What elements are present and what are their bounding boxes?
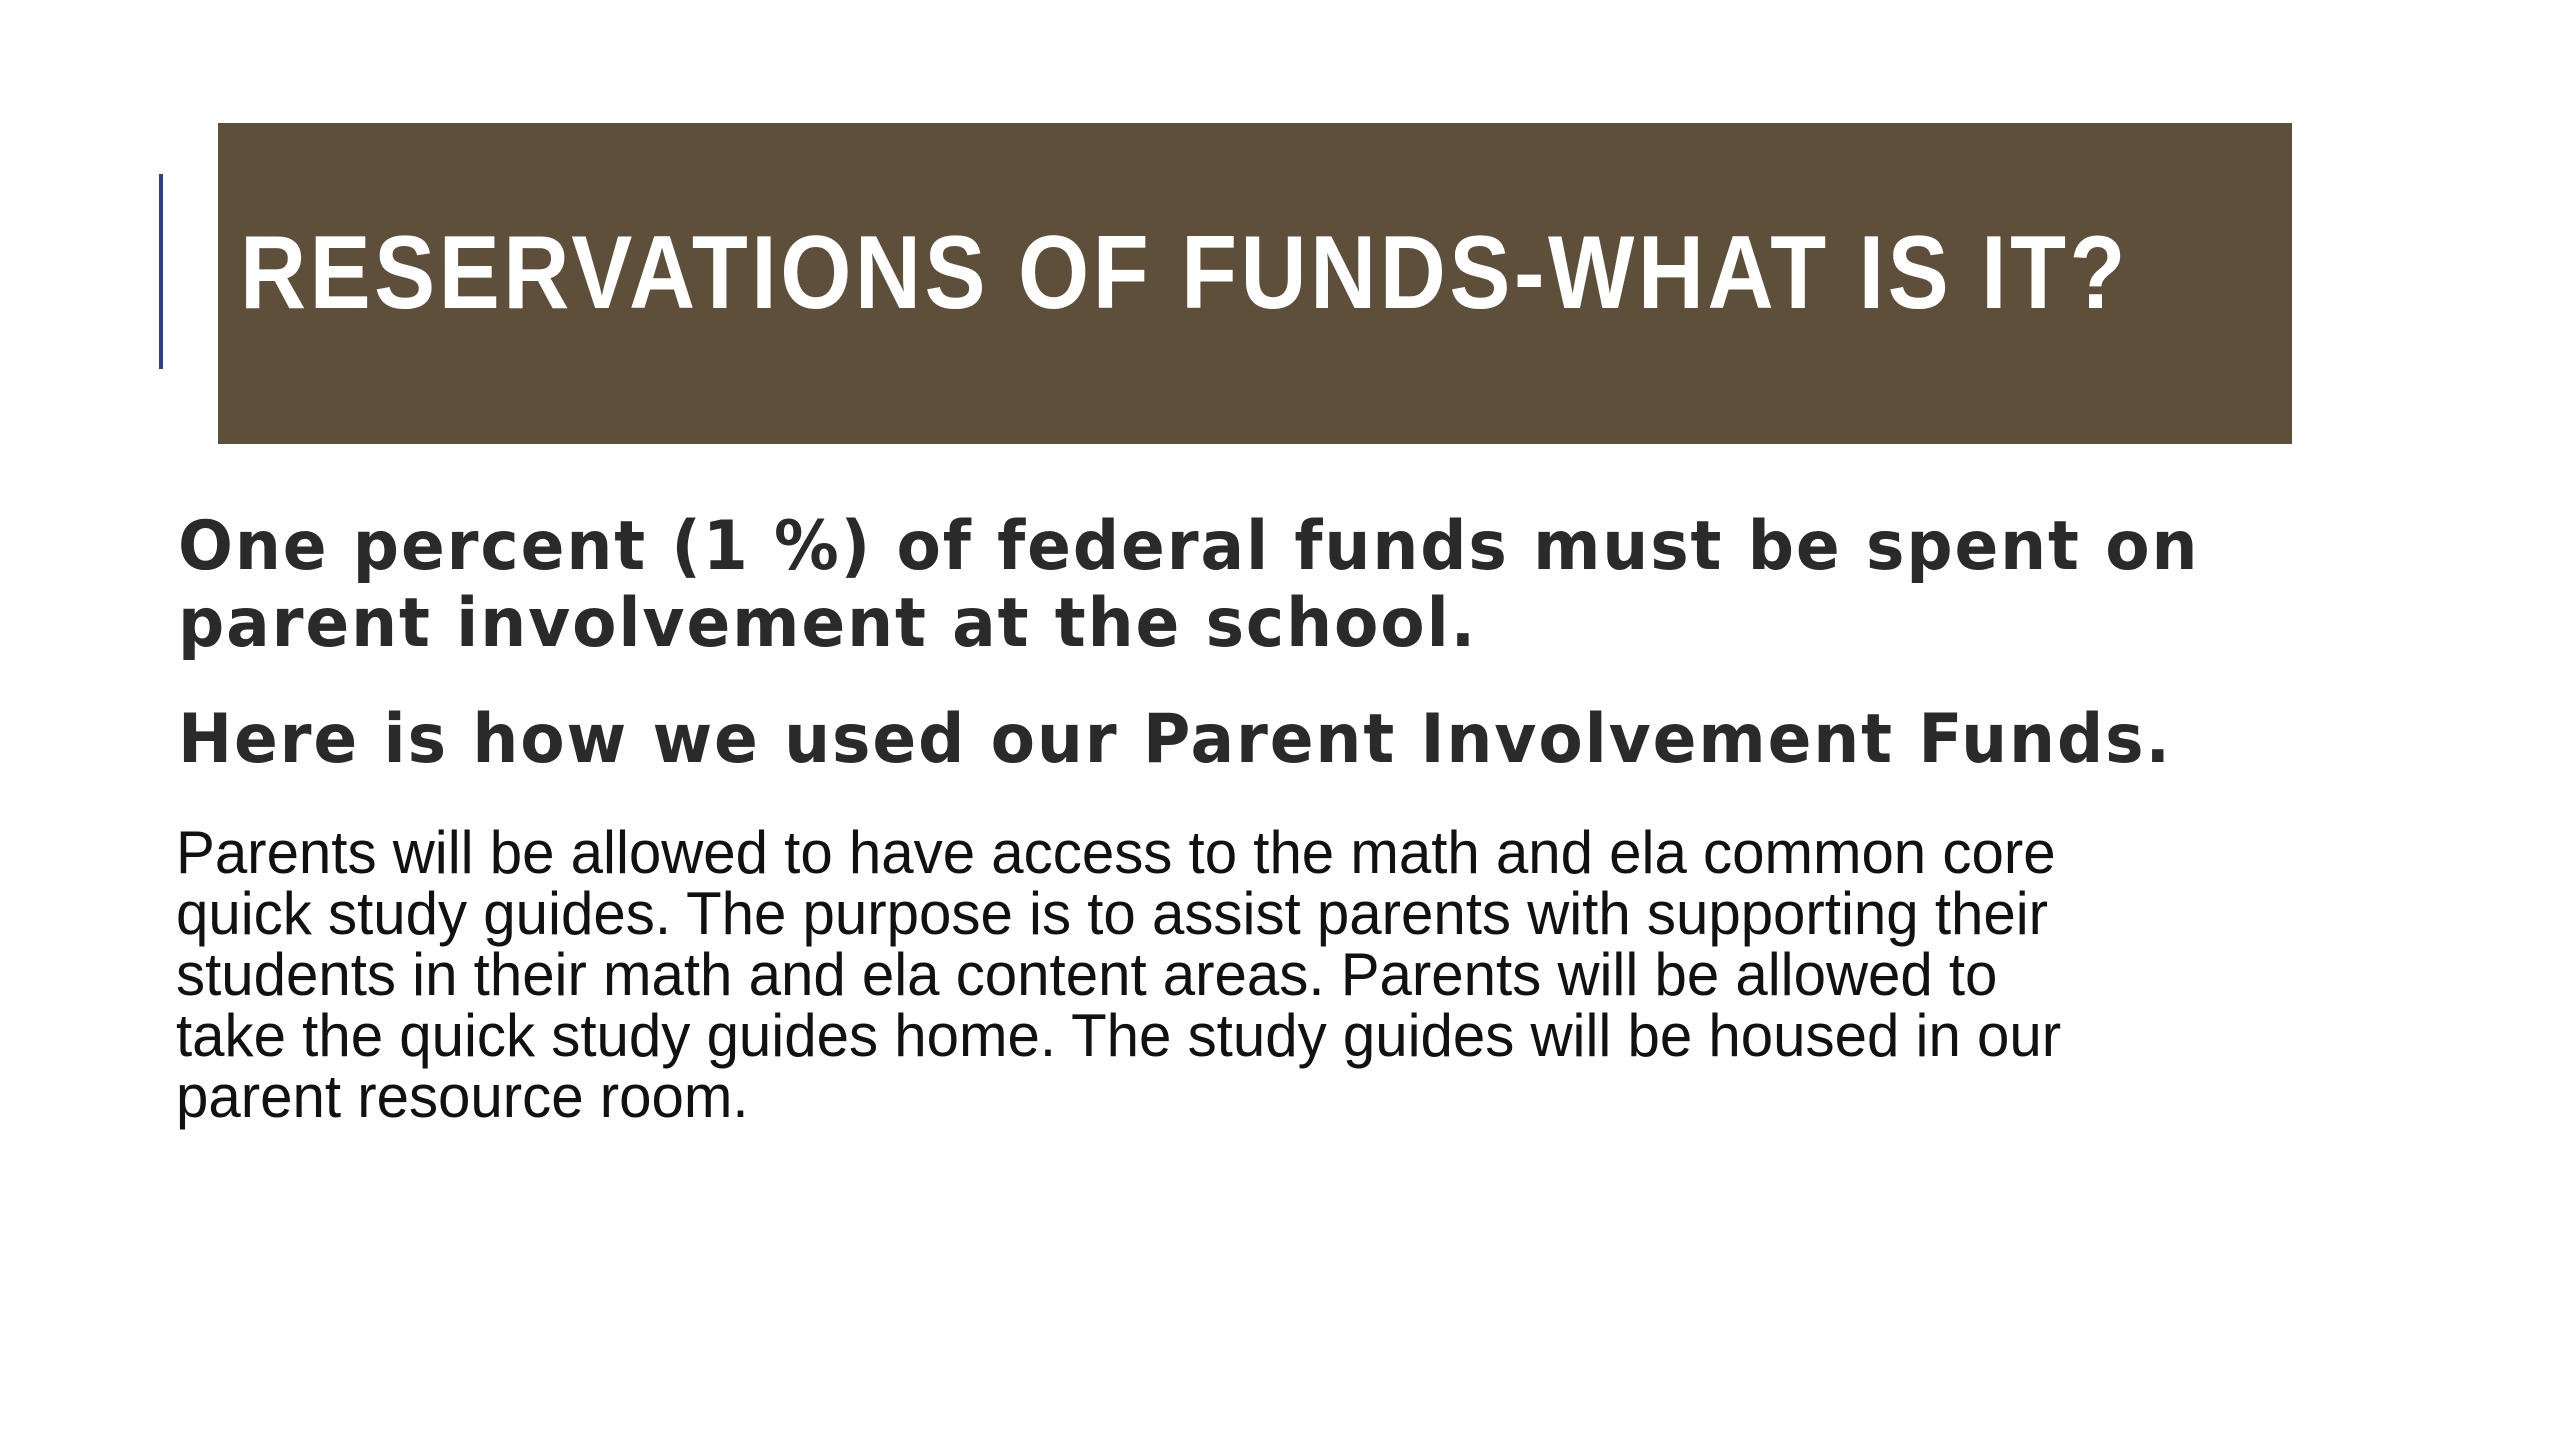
accent-line <box>159 174 163 369</box>
lead-line: One percent (1 %) of federal funds must be spent on <box>178 507 2200 586</box>
body-line: take the quick study guides home. The study guides will be housed in our <box>176 1002 2062 1069</box>
body-line: quick study guides. The purpose is to assist parents with supporting their <box>176 880 2049 947</box>
body-paragraph <box>176 819 2062 1130</box>
lead-line: parent involvement at the school. <box>178 584 1478 663</box>
body-line: parent resource room. <box>176 1063 749 1130</box>
slide-title: RESERVATIONS OF FUNDS-WHAT IS IT? <box>240 215 2129 331</box>
body-line: Parents will be allowed to have access to the math and ela common core <box>176 819 2056 886</box>
body-line: students in their math and ela content areas. Parents will be allowed to <box>176 941 1998 1008</box>
subheading: Here is how we used our Parent Involvement Funds. <box>178 700 2172 779</box>
lead-paragraph <box>178 508 2199 662</box>
